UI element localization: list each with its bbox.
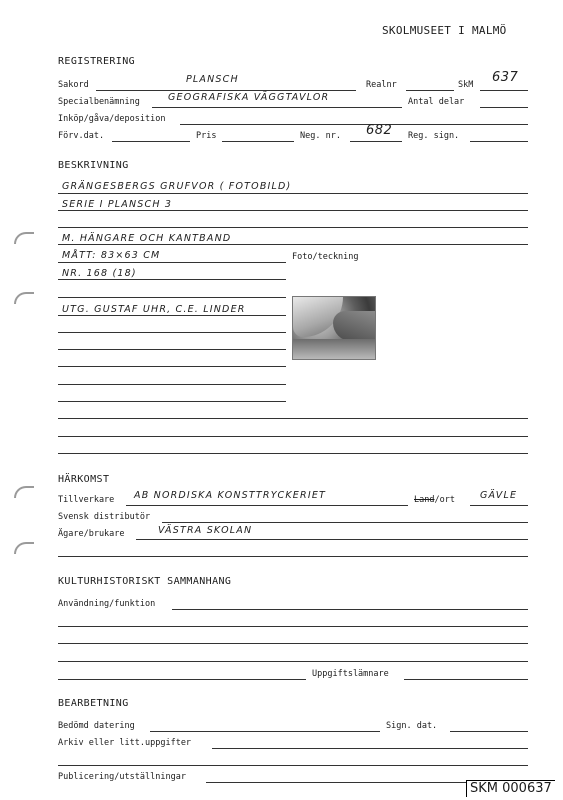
beskrivning-line: [58, 401, 286, 402]
foto-teckning-label: Foto/teckning: [292, 252, 359, 262]
beskrivning-text: M. HÄNGARE OCH KANTBAND: [62, 233, 232, 244]
beskrivning-text: NR. 168 (18): [62, 268, 137, 279]
beskrivning-line: [58, 436, 528, 437]
skm-value: 637: [492, 70, 519, 85]
sakord-line: [96, 90, 356, 91]
beskrivning-line: [58, 193, 528, 194]
datering-line: [150, 731, 380, 732]
sign-dat-label: Sign. dat.: [386, 721, 438, 731]
binder-hole: [14, 542, 34, 554]
binder-hole: [14, 232, 34, 244]
uppgiftslamnare-line: [404, 679, 528, 680]
antal-delar-line: [480, 107, 528, 108]
datering-label: Bedömd datering: [58, 721, 135, 731]
inventory-stamp: SKM 000637: [466, 780, 555, 797]
antal-delar-label: Antal delar: [408, 97, 465, 107]
beskrivning-line: [58, 244, 528, 245]
beskrivning-line: [58, 332, 286, 333]
reg-sign-label: Reg. sign.: [408, 131, 460, 141]
beskrivning-line: [58, 297, 286, 298]
beskrivning-line: [58, 262, 286, 263]
beskrivning-text: MÅTT: 83×63 CM: [62, 250, 161, 261]
agare-label: Ägare/brukare: [58, 529, 125, 539]
skm-line: [480, 90, 528, 91]
harkomst-line: [58, 556, 528, 557]
specialbenamning-line: [152, 107, 402, 108]
agare-value: VÄSTRA SKOLAN: [158, 525, 253, 536]
distributor-line: [162, 522, 528, 523]
beskrivning-line: [58, 210, 528, 211]
organization-name: SKOLMUSEET I MALMÖ: [382, 24, 507, 37]
binder-hole: [14, 486, 34, 498]
beskrivning-text: GRÄNGESBERGS GRUFVOR ( FOTOBILD): [62, 181, 292, 192]
section-heading-registrering: REGISTRERING: [58, 56, 136, 67]
specialbenamning-value: GEOGRAFISKA VÄGGTAVLOR: [168, 92, 330, 103]
section-heading-harkomst: HÄRKOMST: [58, 474, 110, 485]
neg-nr-label: Neg. nr.: [300, 131, 341, 141]
beskrivning-line: [58, 315, 286, 316]
neg-nr-value: 682: [366, 123, 393, 138]
distributor-label: Svensk distributör: [58, 512, 151, 522]
sakord-value: PLANSCH: [186, 74, 239, 85]
realnr-line: [406, 90, 454, 91]
section-heading-beskrivning: BESKRIVNING: [58, 160, 129, 171]
forv-dat-label: Förv.dat.: [58, 131, 105, 141]
beskrivning-text: SERIE I PLANSCH 3: [62, 199, 173, 210]
pris-line: [222, 141, 294, 142]
beskrivning-line: [58, 227, 528, 228]
beskrivning-text: UTG. GUSTAF UHR, C.E. LINDER: [62, 304, 246, 315]
sakord-label: Sakord: [58, 80, 89, 90]
realnr-label: Realnr: [366, 80, 397, 90]
anvandning-line: [172, 609, 528, 610]
tillverkare-line: [126, 505, 408, 506]
arkiv-line: [58, 765, 528, 766]
land-ort-label: [414, 495, 455, 505]
beskrivning-line: [58, 453, 528, 454]
land-struck-label: Land: [414, 495, 435, 505]
binder-hole: [14, 292, 34, 304]
ort-line: [470, 505, 528, 506]
neg-nr-line: [350, 141, 402, 142]
kultur-line: [58, 661, 528, 662]
tillverkare-label: Tillverkare: [58, 495, 115, 505]
uppgiftslamnare-label: Uppgiftslämnare: [312, 669, 389, 679]
section-heading-bearbetning: BEARBETNING: [58, 698, 129, 709]
section-heading-kultur: KULTURHISTORISKT SAMMANHANG: [58, 576, 232, 587]
tillverkare-value: AB NORDISKA KONSTTRYCKERIET: [134, 490, 327, 501]
beskrivning-line: [58, 418, 528, 419]
ort-value: GÄVLE: [480, 490, 518, 501]
arkiv-label: Arkiv eller litt.uppgifter: [58, 738, 192, 748]
pris-label: Pris: [196, 131, 217, 141]
publicering-label: Publicering/utställningar: [58, 772, 186, 782]
anvandning-label: Användning/funktion: [58, 599, 156, 609]
reg-sign-line: [470, 141, 528, 142]
beskrivning-line: [58, 279, 286, 280]
kultur-line: [58, 679, 306, 680]
beskrivning-line: [58, 349, 286, 350]
inkop-line: [180, 124, 528, 125]
beskrivning-line: [58, 366, 286, 367]
kultur-line: [58, 626, 528, 627]
skm-label: SkM: [458, 80, 474, 90]
sign-dat-line: [450, 731, 528, 732]
ort-label: /ort: [434, 495, 455, 505]
arkiv-line: [212, 748, 528, 749]
agare-line: [136, 539, 528, 540]
kultur-line: [58, 643, 528, 644]
object-photo: [292, 296, 376, 360]
beskrivning-line: [58, 384, 286, 385]
forv-dat-line: [112, 141, 190, 142]
inkop-label: Inköp/gåva/deposition: [58, 114, 166, 124]
specialbenamning-label: Specialbenämning: [58, 97, 140, 107]
